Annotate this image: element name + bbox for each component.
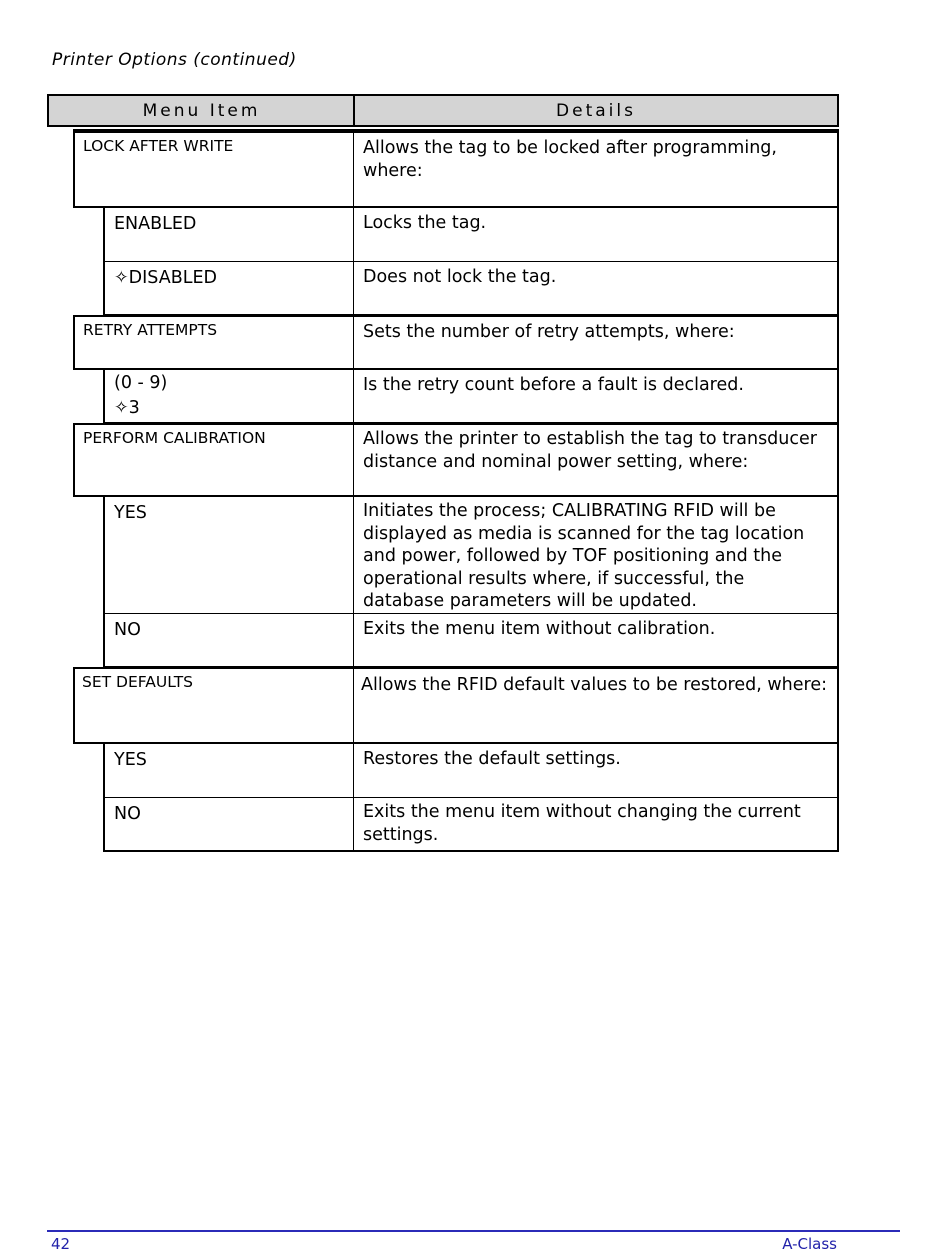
table-row-retry-attempts — [0, 315, 950, 370]
menu-item-cell — [103, 262, 354, 315]
menu-item-label: (0 - 9) — [114, 373, 168, 393]
details-cell: Sets the number of retry attempts, where: — [353, 315, 839, 370]
menu-item-label: YES — [114, 503, 147, 523]
menu-item-cell — [103, 744, 354, 798]
table-row-lock-after-write — [0, 131, 950, 208]
product-name: A-Class — [782, 1235, 837, 1253]
header-details: Details — [353, 94, 839, 127]
details-cell: Locks the tag. — [353, 208, 839, 262]
details-cell: Allows the printer to establish the tag to transducer distance and nominal power setting, where: — [353, 423, 839, 497]
details-cell: Allows the RFID default values to be restored, where: — [353, 667, 839, 744]
menu-item-label: LOCK AFTER WRITE — [83, 137, 234, 155]
details-cell: Exits the menu item without changing the current settings. — [353, 798, 839, 852]
header-menu-item: Menu Item — [47, 94, 355, 127]
menu-item-cell — [103, 208, 354, 262]
details-cell: Initiates the process; CALIBRATING RFID will be displayed as media is scanned for the tag location and power, followed by TOF positioning and the operational results where, if successful, the database parameters will be updated. — [353, 497, 839, 614]
menu-item-cell — [103, 497, 354, 614]
table-row-perform-calibration — [0, 423, 950, 497]
details-cell: Restores the default settings. — [353, 744, 839, 798]
menu-item-cell — [73, 131, 354, 208]
menu-item-cell — [103, 370, 354, 423]
details-cell: Allows the tag to be locked after programming, where: — [353, 131, 839, 208]
footer-rule — [47, 1230, 900, 1232]
table-row-calibration-no — [0, 614, 950, 668]
menu-item-cell — [103, 614, 354, 668]
menu-item-default-label: ✧3 — [114, 398, 140, 418]
table-row-defaults-yes — [0, 744, 950, 798]
page-number: 42 — [51, 1235, 71, 1253]
menu-item-label: PERFORM CALIBRATION — [83, 429, 266, 447]
menu-item-cell — [73, 315, 354, 370]
details-cell: Is the retry count before a fault is declared. — [353, 370, 839, 423]
menu-item-cell — [103, 798, 354, 852]
details-cell: Does not lock the tag. — [353, 262, 839, 315]
table-row-retry-count — [0, 370, 950, 423]
table-row-calibration-yes — [0, 497, 950, 614]
menu-item-label: ENABLED — [114, 214, 197, 234]
table-row-defaults-no — [0, 798, 950, 852]
menu-item-cell — [73, 667, 354, 744]
menu-item-cell — [73, 423, 354, 497]
menu-item-label: NO — [114, 804, 141, 824]
table-row-disabled — [0, 262, 950, 315]
menu-item-label: ✧DISABLED — [114, 268, 217, 288]
menu-item-label: SET DEFAULTS — [82, 673, 194, 691]
table-row-set-defaults — [0, 667, 950, 744]
table-row-enabled — [0, 208, 950, 262]
menu-item-label: YES — [114, 750, 147, 770]
details-cell: Exits the menu item without calibration. — [353, 614, 839, 668]
section-title: Printer Options (continued) — [52, 50, 297, 70]
menu-item-label: NO — [114, 620, 141, 640]
menu-item-label: RETRY ATTEMPTS — [83, 321, 218, 339]
